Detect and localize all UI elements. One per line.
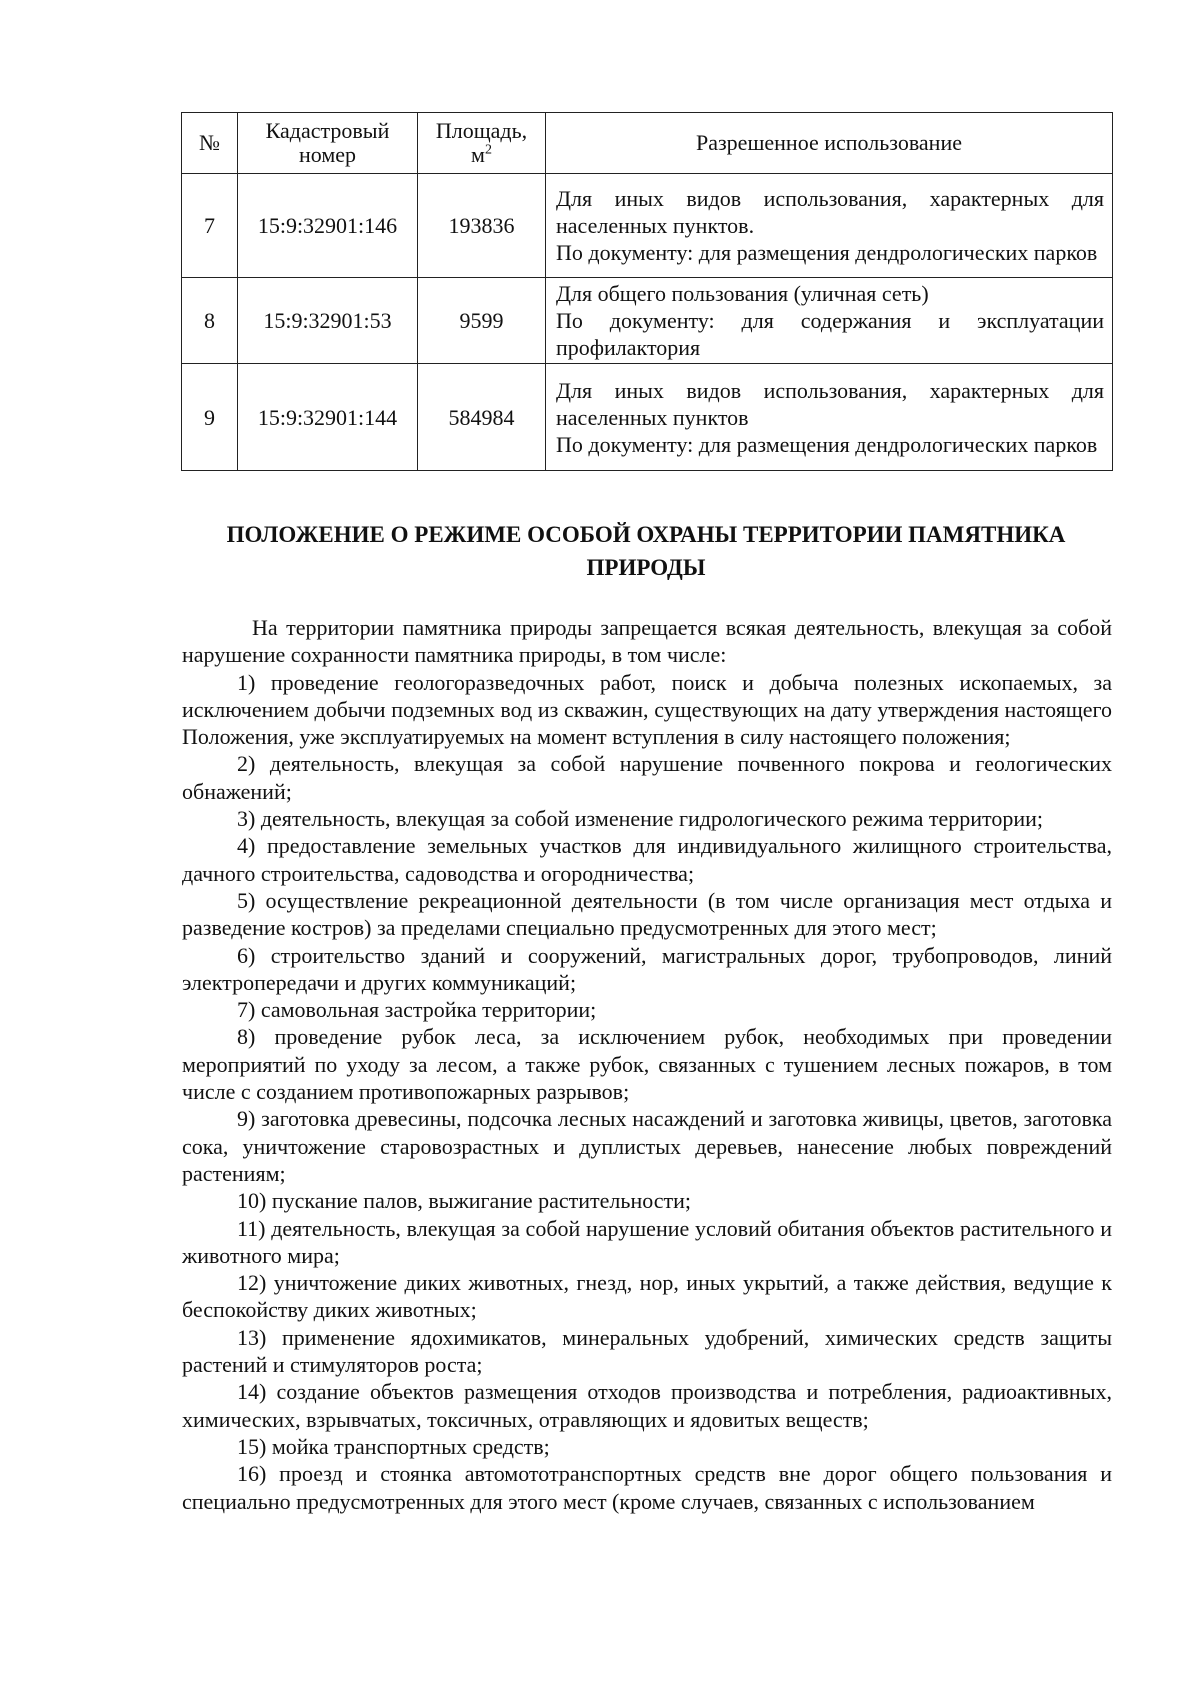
table-header-row: [182, 113, 1113, 174]
list-item: 3) деятельность, влекущая за собой изменение гидрологического режима территории;: [237, 806, 1044, 832]
row-number: 9: [182, 364, 238, 471]
section-heading-line1: ПОЛОЖЕНИЕ О РЕЖИМЕ ОСОБОЙ ОХРАНЫ ТЕРРИТОРИИ ПАМЯТНИКА: [226, 522, 1066, 547]
row-cadastral: 15:9:32901:144: [238, 364, 418, 471]
header-area-sup: 2: [484, 142, 492, 158]
row-use: [546, 174, 1113, 278]
header-area-line1: Площадь,: [435, 118, 528, 143]
list-item: 6) строительство зданий и сооружений, магистральных дорог, трубопроводов, линий электропередачи и других коммуникаций;: [182, 942, 1112, 995]
header-cadastral-number: [238, 113, 418, 174]
intro-paragraph: На территории памятника природы запрещается всякая деятельность, влекущая за собой нарушение сохранности памятника природы, в том числе:: [182, 615, 1112, 668]
row-use-line: Для иных видов использования, характерных для населенных пунктов.: [556, 186, 1104, 238]
list-item: 9) заготовка древесины, подсочка лесных насаждений и заготовка живицы, цветов, заготовка сока, уничтожение старовозрастных и дуплистых деревьев, нанесение любых повреждений растениям;: [182, 1106, 1112, 1186]
row-use: [546, 278, 1113, 364]
cadastral-table: [181, 112, 1113, 471]
section-heading-line2: ПРИРОДЫ: [586, 555, 706, 580]
row-area: 9599: [418, 278, 546, 364]
row-cadastral: 15:9:32901:146: [238, 174, 418, 278]
list-item: 14) создание объектов размещения отходов производства и потребления, радиоактивных, химических, взрывчатых, токсичных, отравляющих и ядовитых веществ;: [182, 1379, 1112, 1432]
list-item: 4) предоставление земельных участков для индивидуального жилищного строительства, дачного строительства, садоводства и огородничества;: [182, 833, 1112, 886]
list-item: 15) мойка транспортных средств;: [237, 1433, 550, 1459]
header-permitted-use: Разрешенное использование: [546, 113, 1113, 174]
row-use-line: По документу: для размещения дендрологических парков: [556, 431, 1098, 457]
row-number: 8: [182, 278, 238, 364]
row-number: 7: [182, 174, 238, 278]
row-use-line: Для общего пользования (уличная сеть): [556, 281, 929, 306]
header-area: [418, 113, 546, 174]
list-item: 7) самовольная застройка территории;: [237, 997, 597, 1023]
table-row: [182, 174, 1113, 278]
list-item: 16) проезд и стоянка автомототранспортных средств вне дорог общего пользования и специально предусмотренных для этого мест (кроме случаев, связанных с использованием: [182, 1461, 1112, 1514]
list-item: 11) деятельность, влекущая за собой нарушение условий обитания объектов растительного и животного мира;: [182, 1215, 1112, 1268]
list-item: 8) проведение рубок леса, за исключением рубок, необходимых при проведении мероприятий по уходу за лесом, а также рубок, связанных с тушением лесных пожаров, в том числе с созданием противопожарных разрывов;: [182, 1024, 1112, 1105]
list-item: 1) проведение геологоразведочных работ, поиск и добыча полезных ископаемых, за исключением добычи подземных вод из скважин, существующих на дату утверждения настоящего Положения, уже эксплуатируемых на момент вступления в силу настоящего положения;: [182, 669, 1112, 750]
list-item: 2) деятельность, влекущая за собой нарушение почвенного покрова и геологических обнажений;: [182, 751, 1112, 804]
header-number: №: [182, 113, 238, 174]
header-cadastral-line2: номер: [298, 142, 357, 167]
header-cadastral-line1: Кадастровый: [265, 118, 390, 143]
row-cadastral: 15:9:32901:53: [238, 278, 418, 364]
row-area: 193836: [418, 174, 546, 278]
row-use-line: По документу: для содержания и эксплуатации профилактория: [556, 308, 1104, 360]
table-row: [182, 278, 1113, 364]
section-heading: [180, 518, 1112, 584]
header-area-unit: м: [471, 142, 485, 167]
table-row: [182, 364, 1113, 471]
list-item: 10) пускание палов, выжигание растительности;: [237, 1188, 692, 1214]
row-use: [546, 364, 1113, 471]
list-item: 12) уничтожение диких животных, гнезд, нор, иных укрытий, а также действия, ведущие к беспокойству диких животных;: [182, 1270, 1112, 1323]
list-item: 5) осуществление рекреационной деятельности (в том числе организация мест отдыха и разведение костров) за пределами специально предусмотренных для этого мест;: [182, 887, 1112, 941]
regulation-text: [182, 614, 1112, 1515]
row-use-line: По документу: для размещения дендрологических парков: [556, 240, 1098, 265]
list-item: 13) применение ядохимикатов, минеральных удобрений, химических средств защиты растений и стимуляторов роста;: [182, 1324, 1112, 1378]
row-use-line: Для иных видов использования, характерных для населенных пунктов: [556, 377, 1104, 430]
row-area: 584984: [418, 364, 546, 471]
